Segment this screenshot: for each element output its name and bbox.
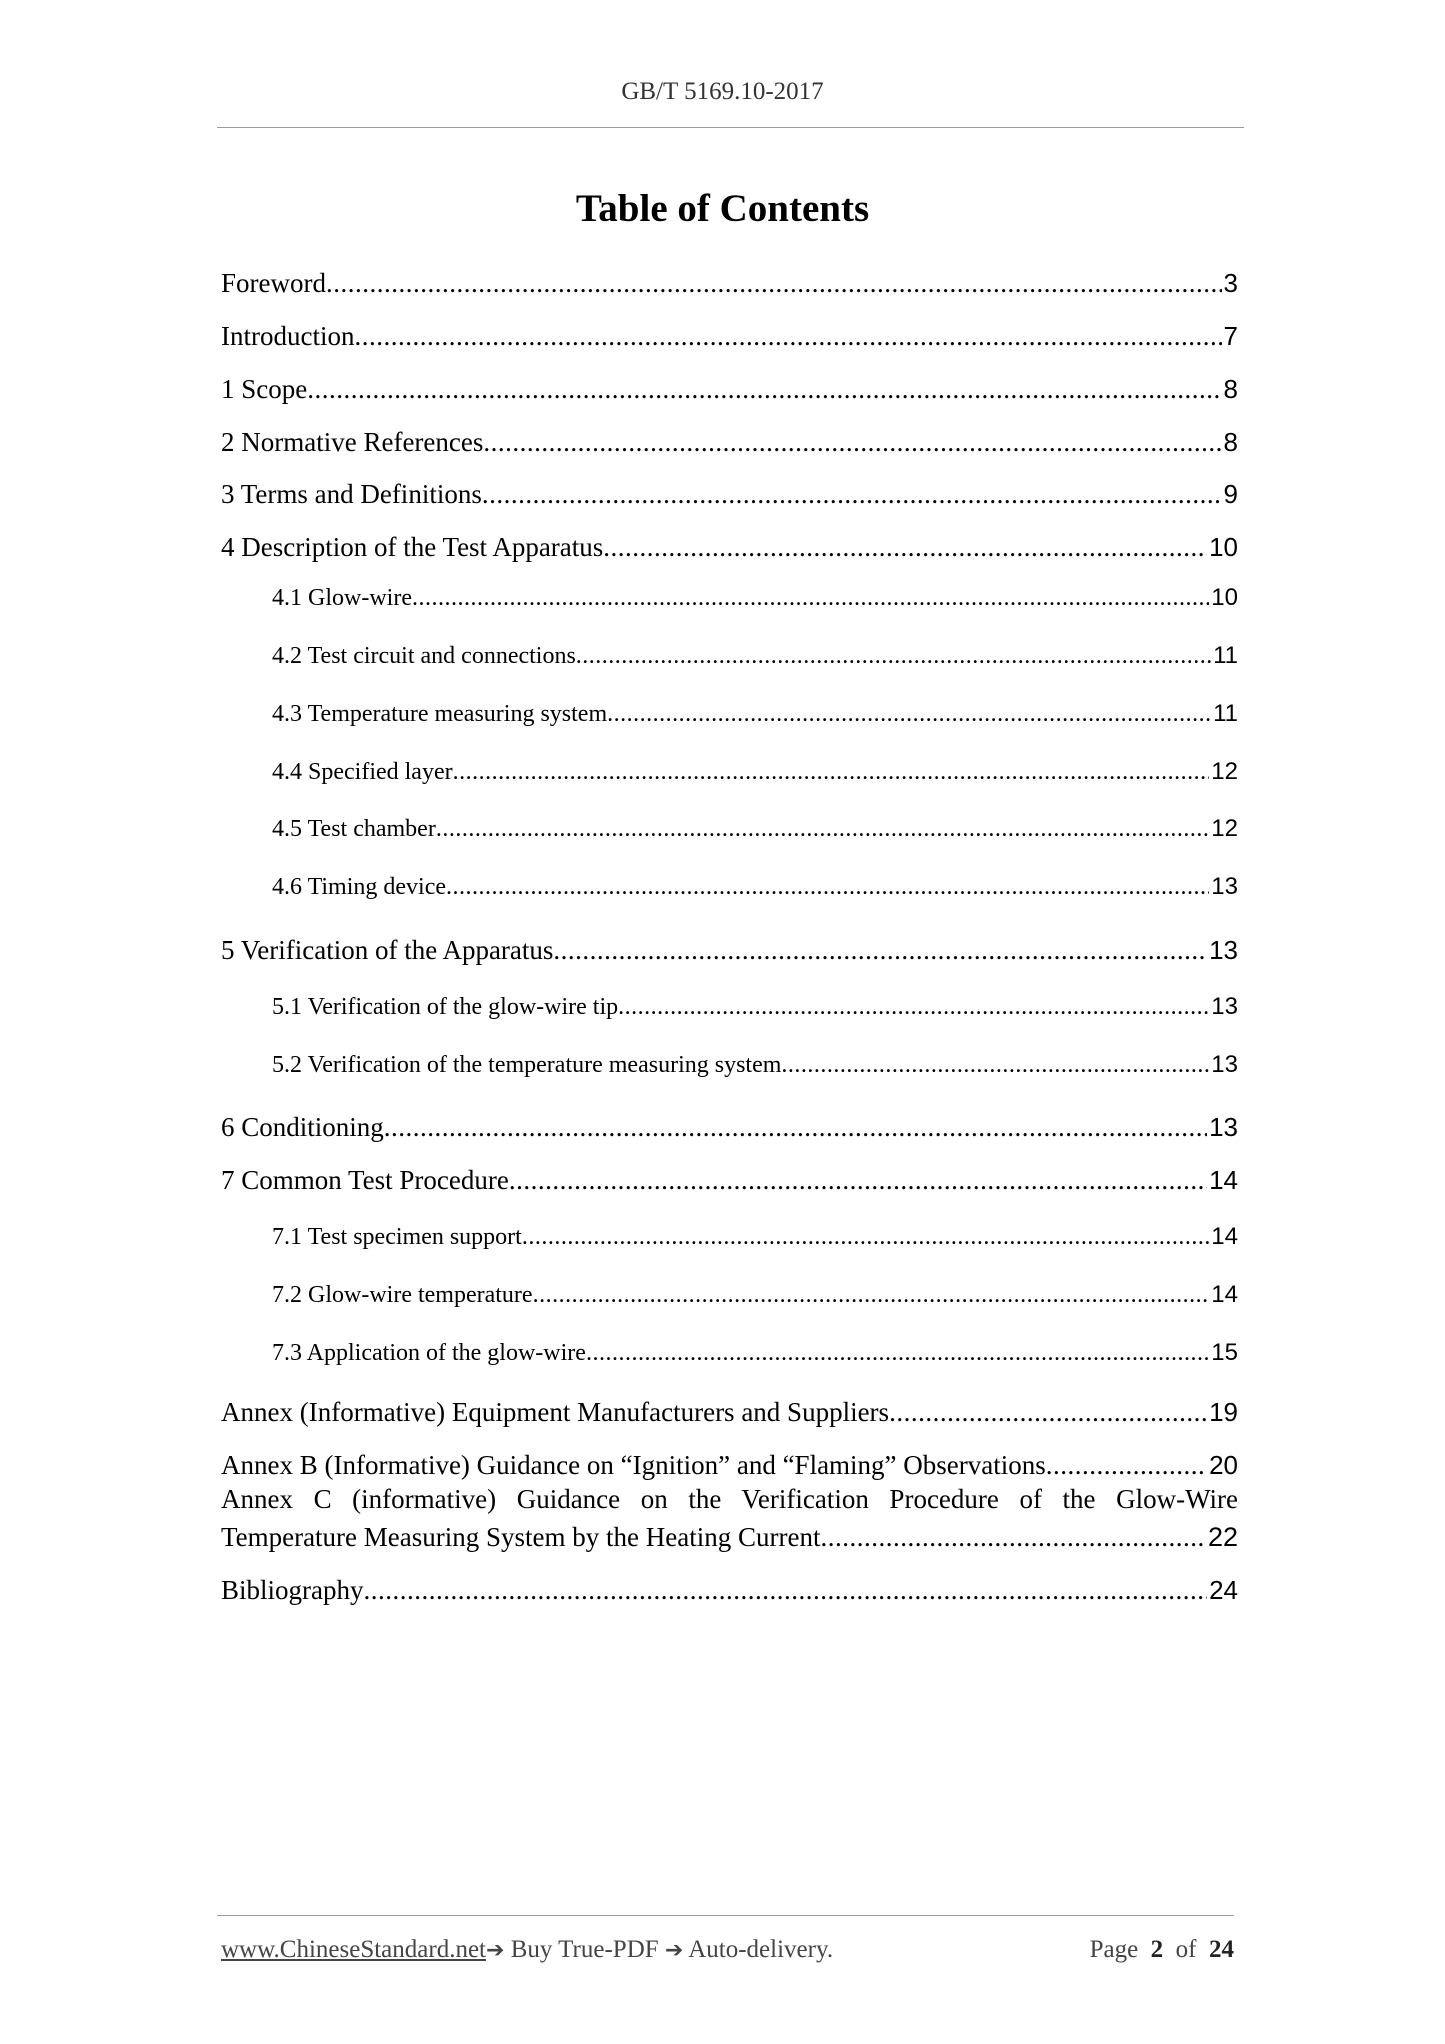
toc-entry-label: 4.6 Timing device: [272, 874, 447, 900]
total-pages: 24: [1209, 1936, 1234, 1963]
current-page: 2: [1150, 1936, 1164, 1963]
toc-page-number: 20: [1209, 1450, 1238, 1480]
toc-page-number: 14: [1209, 1165, 1238, 1195]
site-link[interactable]: www.ChineseStandard.net: [221, 1936, 486, 1963]
toc-page-number: 14: [1211, 1281, 1238, 1308]
page-word: Page: [1089, 1936, 1139, 1963]
toc-entry-label: 6 Conditioning: [221, 1112, 384, 1142]
toc-entry-label: 7.1 Test specimen support: [272, 1224, 522, 1250]
arrow-right-icon: ➔: [664, 1938, 684, 1963]
toc-entry-label: 7 Common Test Procedure: [221, 1165, 509, 1195]
toc-entry-label: Foreword: [221, 268, 326, 298]
toc-leader-dots: [446, 874, 1209, 901]
toc-entry[interactable]: [221, 427, 1238, 463]
toc-page-number: 13: [1211, 873, 1238, 900]
toc-entry-label-line1: Annex C (informative) Guidance on the Verification Procedure of the Glow-Wire: [221, 1484, 1238, 1514]
toc-leader-dots: [586, 1340, 1209, 1367]
toc-entry-label: 7.3 Application of the glow-wire: [272, 1340, 586, 1366]
footer-delivery-text: Auto-delivery.: [683, 1936, 834, 1963]
toc-entry[interactable]: [221, 935, 1238, 971]
toc-entry[interactable]: [221, 1112, 1238, 1148]
page-footer: [221, 1936, 1234, 1964]
toc-page-number: 8: [1223, 427, 1238, 457]
toc-leader-dots: [384, 1112, 1207, 1143]
toc-entry[interactable]: [272, 1281, 1238, 1313]
toc-page-number: 12: [1211, 758, 1238, 785]
toc-entry[interactable]: [272, 1339, 1238, 1371]
toc-entry[interactable]: [272, 584, 1238, 616]
toc-page-number: 7: [1223, 321, 1238, 351]
toc-leader-dots: [307, 374, 1221, 405]
toc-page-number: 15: [1211, 1339, 1238, 1366]
toc-entry-annex-c[interactable]: [221, 1480, 1238, 1556]
toc-entry[interactable]: [272, 815, 1238, 847]
toc-leader-dots: [820, 1518, 1206, 1556]
toc-leader-dots: [412, 585, 1209, 612]
toc-entry-label: 4 Description of the Test Apparatus: [221, 532, 604, 562]
toc-leader-dots: [781, 1052, 1209, 1079]
toc-leader-dots: [522, 1224, 1209, 1251]
toc-entry-label: 4.1 Glow-wire: [272, 585, 412, 611]
toc-entry-label: Introduction: [221, 321, 355, 351]
toc-page-number: 11: [1213, 700, 1238, 727]
toc-entry-bibliography[interactable]: [221, 1575, 1238, 1611]
toc-page-number: 24: [1209, 1575, 1238, 1605]
toc-leader-dots: [453, 759, 1210, 786]
arrow-right-icon: ➔: [486, 1938, 505, 1963]
footer-buy-text: Buy True-PDF: [504, 1936, 665, 1963]
toc-page-number: 10: [1211, 584, 1238, 611]
toc-page-number: 19: [1209, 1397, 1238, 1427]
toc-entry[interactable]: [221, 479, 1238, 515]
toc-leader-dots: [436, 816, 1209, 843]
toc-entry-label: 4.3 Temperature measuring system: [272, 701, 608, 727]
toc-page-number: 13: [1211, 1051, 1238, 1078]
toc-leader-dots: [483, 427, 1221, 458]
toc-leader-dots: [1046, 1450, 1207, 1481]
toc-leader-dots: [889, 1397, 1207, 1428]
toc-entry[interactable]: [272, 873, 1238, 905]
toc-leader-dots: [364, 1575, 1208, 1606]
toc-page-number: 12: [1211, 815, 1238, 842]
toc-page-number: 22: [1207, 1522, 1238, 1552]
toc-entry[interactable]: [221, 1397, 1238, 1433]
toc-entry[interactable]: [221, 532, 1238, 568]
toc-leader-dots: [482, 479, 1222, 510]
toc-entry-label: 1 Scope: [221, 374, 308, 404]
header-divider: [217, 127, 1244, 128]
toc-page-number: 9: [1223, 479, 1238, 509]
toc-leader-dots: [618, 994, 1209, 1021]
toc-entry[interactable]: [221, 268, 1238, 304]
toc-entry-label: 2 Normative References: [221, 427, 484, 457]
toc-entry[interactable]: [221, 1165, 1238, 1201]
toc-entry-label: Bibliography: [221, 1575, 364, 1605]
toc-page-number: 13: [1211, 993, 1238, 1020]
toc-entry[interactable]: [221, 374, 1238, 410]
toc-entry-label: Annex (Informative) Equipment Manufacturers and Suppliers: [221, 1397, 890, 1427]
toc-leader-dots: [326, 268, 1222, 299]
footer-promo: [221, 1936, 833, 1964]
toc-entry-label: 4.2 Test circuit and connections: [272, 643, 576, 669]
toc-entry-label: 3 Terms and Definitions: [221, 479, 482, 509]
toc-leader-dots: [576, 643, 1211, 670]
page-title: Table of Contents: [575, 187, 870, 230]
toc-entry[interactable]: [272, 758, 1238, 790]
toc-page-number: 13: [1209, 1112, 1238, 1142]
toc-leader-dots: [553, 935, 1207, 966]
toc-entry[interactable]: [272, 1051, 1238, 1083]
toc-entry-label: 4.5 Test chamber: [272, 816, 436, 842]
toc-entry[interactable]: [272, 700, 1238, 732]
toc-page-number: 11: [1213, 642, 1238, 669]
running-header: GB/T 5169.10-2017: [621, 78, 824, 105]
toc-entry-label: 5.1 Verification of the glow-wire tip: [272, 994, 619, 1020]
toc-page-number: 14: [1211, 1223, 1238, 1250]
toc-entry[interactable]: [272, 1223, 1238, 1255]
toc-leader-dots: [509, 1165, 1207, 1196]
toc-leader-dots: [354, 321, 1221, 352]
toc-leader-dots: [603, 532, 1207, 563]
toc-entry-label: 5.2 Verification of the temperature measuring system: [272, 1052, 782, 1078]
toc-entry[interactable]: [272, 993, 1238, 1025]
toc-leader-dots: [533, 1282, 1210, 1309]
toc-page-number: 3: [1223, 268, 1238, 298]
toc-entry-label: 5 Verification of the Apparatus: [221, 935, 554, 965]
toc-entry[interactable]: [272, 642, 1238, 674]
toc-page-number: 10: [1209, 532, 1238, 562]
toc-entry[interactable]: [221, 321, 1238, 357]
toc-entry-label: 4.4 Specified layer: [272, 759, 453, 785]
toc-leader-dots: [607, 701, 1211, 728]
toc-page-number: 13: [1209, 935, 1238, 965]
page-counter: [1090, 1936, 1234, 1964]
toc-entry-label-line2: Temperature Measuring System by the Heating Current: [221, 1522, 821, 1552]
toc-page-number: 8: [1223, 374, 1238, 404]
footer-divider: [217, 1915, 1234, 1916]
of-word: of: [1175, 1936, 1197, 1963]
toc-entry-label: Annex B (Informative) Guidance on “Ignition” and “Flaming” Observations: [221, 1450, 1046, 1480]
toc-entry-label: 7.2 Glow-wire temperature: [272, 1282, 533, 1308]
